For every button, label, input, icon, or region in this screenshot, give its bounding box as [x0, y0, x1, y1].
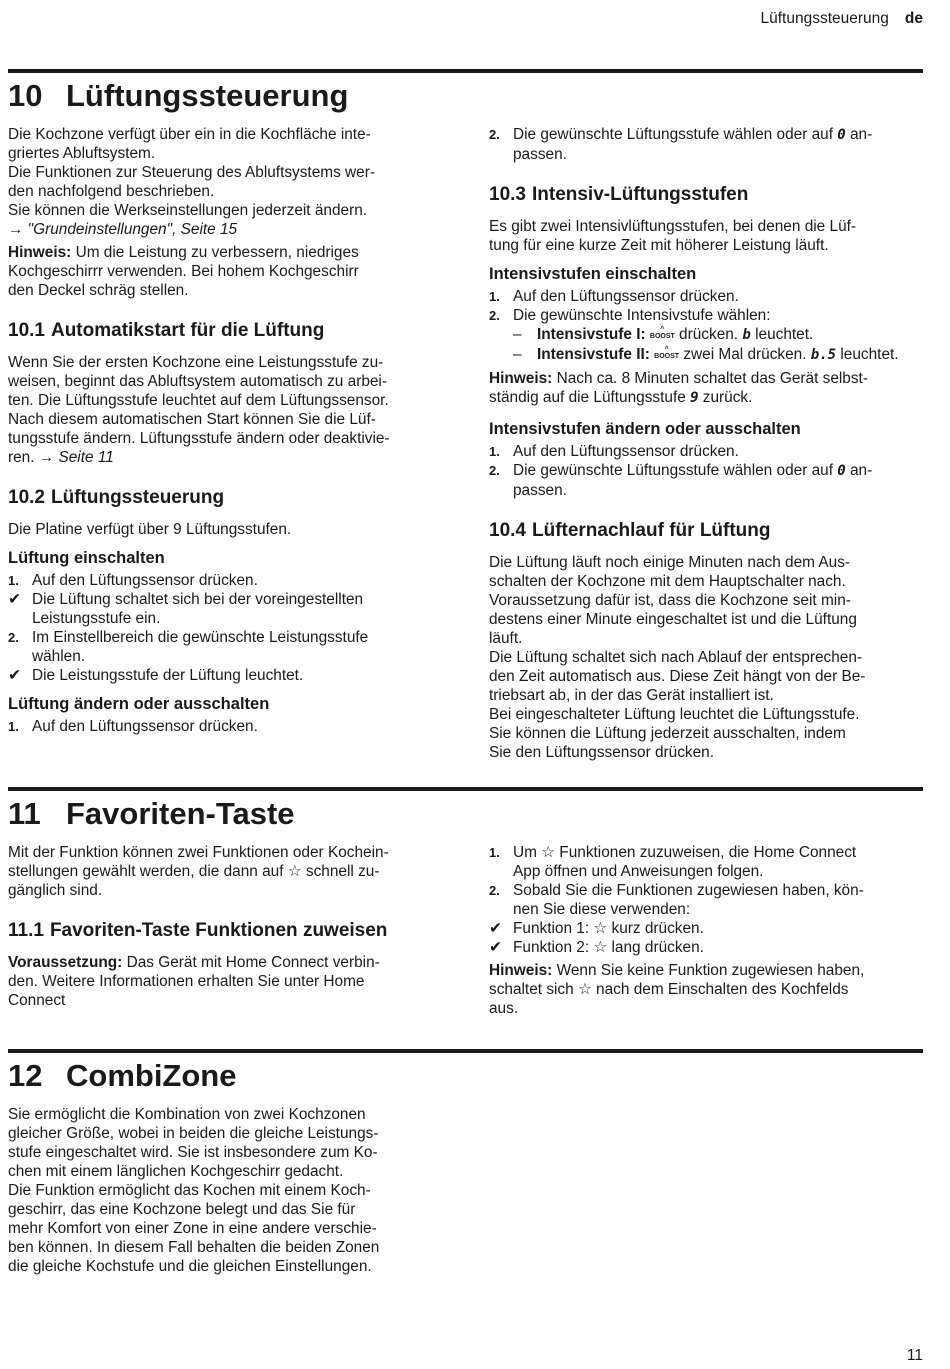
list-item: 1. Auf den Lüftungssensor drücken.: [489, 288, 739, 305]
section-10-right-column: 2. Die gewünschte Lüftungsstufe wählen oder auf 0 an- passen. 10.3 Intensiv-Lüftungsstufen Es gibt zwei Intensivlüftungsstufen, bei denen die Lüf- tung für eine kurze Zeit mit höherer Leistung läuft. Intensivstufen einschalten 1. Auf den Lüftungssensor drücken. 2. Die gewünschte Intensivstufe wählen: – Intensivstufe I: ^ BOOST drücken. b leuchtet. – Intensivstufe II: ^ BOOST zwei Mal drücken. b.5 leuchtet. Hinweis: Nach ca. 8 Minuten schaltet das Gerät selbst- ständig auf die Lüftungsstufe 9 zurück. Intensivstufen ändern oder ausschalten 1. Auf den Lüftungssensor drücken. 2. Die gewünschte Lüftungsstufe wählen oder auf 0 an- passen. 10.4 Lüfternachlauf für Lüftung Die Lüftung läuft noch einige Minuten nach dem Aus- schalten der Kochzone mit dem Hauptschalter nach. Voraussetzung dafür ist, dass die Kochzone seit min- destens einer Minute eingeschaltet ist und die Lüftung läuft. Die Lüftung schaltet sich nach Ablauf der entsprechen- den Zeit automatisch aus. Diese Zeit hängt von der Be- triebsart ab, in der das Gerät installiert ist. Bei eingeschalteter Lüftung leuchtet die Lüftungsstufe. Sie können die Lüftung jederzeit ausschalten, indem Sie den Lüftungssensor drücken.: [489, 125, 929, 762]
step-number: 1.: [8, 573, 19, 588]
heading-intensivstufen-aendern: Intensivstufen ändern oder ausschalten: [489, 420, 801, 438]
sub-list-item: – Intensivstufe I: ^ BOOST drücken. b leuchtet.: [513, 326, 814, 343]
step-number: 2.: [489, 127, 500, 142]
header-language: de: [904, 10, 923, 27]
list-item: ✔ Funktion 1: ☆ kurz drücken.: [489, 920, 704, 937]
display-b-icon: b: [742, 327, 751, 343]
star-icon: ☆: [593, 920, 608, 937]
list-item: 2. Sobald Sie die Funktionen zugewiesen haben, kön- nen Sie diese verwenden:: [489, 882, 864, 918]
running-header: [761, 10, 924, 28]
star-icon: ☆: [577, 981, 592, 998]
check-icon: ✔: [489, 920, 502, 937]
list-item: 2. Die gewünschte Intensivstufe wählen:: [489, 307, 771, 324]
step-number: 2.: [489, 883, 500, 898]
arrow-icon: →: [8, 221, 24, 238]
step-number: 1.: [489, 444, 500, 459]
hint-paragraph: Hinweis: Wenn Sie keine Funktion zugewiesen haben,: [489, 962, 865, 979]
list-item: ✔ Die Lüftung schaltet sich bei der voreingestellten Leistungsstufe ein.: [8, 591, 364, 627]
boost-icon: ^ BOOST: [654, 346, 680, 360]
section-10-left-column: Die Kochzone verfügt über ein in die Kochfläche inte- griertes Abluftsystem. Die Funktionen zur Steuerung des Abluftsystems wer- den nachfolgend beschrieben. Sie können die Werkseinstellungen jederzeit ändern. → "Grundeinstellungen", Seite 15 Hinweis: Um die Leistung zu verbessern, niedriges Kochgeschirrr verwenden. Bei hohem Kochgeschirr den Deckel schräg stellen. 10.1 Automatikstart für die Lüftung Wenn Sie der ersten Kochzone eine Leistungsstufe zu- weisen, beginnt das Abluftsystem automatisch zu arbei- ten. Die Lüftungsstufe leuchtet auf dem Lüftungssensor. Nach diesem automatischen Start können Sie die Lüf- tungsstufe ändern. Lüftungsstufe ändern oder deaktivie- ren. → Seite 11 10.2 Lüftungssteuerung Die Platine verfügt über 9 Lüftungsstufen. Lüftung einschalten 1. Auf den Lüftungssensor drücken. ✔ Die Lüftung schaltet sich bei der voreingestellten Leistungsstufe ein. 2. Im Einstellbereich die gewünschte Leistungsstufe wählen. ✔ Die Leistungsstufe der Lüftung leuchtet. Lüftung ändern oder ausschalten 1. Auf den Lüftungssensor drücken.: [8, 125, 448, 736]
header-section-title: Lüftungssteuerung: [760, 10, 889, 27]
star-icon: ☆: [287, 863, 302, 880]
list-item: 1. Auf den Lüftungssensor drücken.: [8, 718, 258, 735]
display-nine-icon: 9: [690, 390, 699, 406]
subsection-10-2-title: 10.2 Lüftungssteuerung: [8, 487, 225, 508]
subsection-11-1-title: 11.1 Favoriten-Taste Funktionen zuweisen: [8, 920, 388, 941]
list-item: 2. Die gewünschte Lüftungsstufe wählen oder auf 0 an- passen.: [489, 462, 873, 499]
subsection-10-1-title: 10.1 Automatikstart für die Lüftung: [8, 320, 325, 341]
star-icon: ☆: [593, 939, 608, 956]
hint-paragraph: Hinweis: Nach ca. 8 Minuten schaltet das Gerät selbst-: [489, 370, 868, 387]
check-icon: ✔: [8, 591, 21, 608]
intro-line: Die Kochzone verfügt über ein in die Kochfläche inte-: [8, 126, 371, 143]
requirement-label: Voraussetzung:: [8, 954, 123, 971]
list-item: ✔ Die Leistungsstufe der Lüftung leuchtet.: [8, 667, 304, 684]
list-item: 2. Im Einstellbereich die gewünschte Leistungsstufe wählen.: [8, 629, 369, 665]
section-11-left-column: Mit der Funktion können zwei Funktionen oder Kochein- stellungen gewählt werden, die dann auf ☆ schnell zu- gänglich sind. 11.1 Favoriten-Taste Funktionen zuweisen Voraussetzung: Das Gerät mit Home Connect verbin- den. Weitere Informationen erhalten Sie unter Home Connect: [8, 843, 448, 1010]
text-with-reference: ren. → Seite 11: [8, 449, 114, 466]
reference-link[interactable]: "Grundeinstellungen", Seite 15: [27, 221, 238, 238]
step-number: 1.: [489, 845, 500, 860]
heading-lueftung-aendern: Lüftung ändern oder ausschalten: [8, 695, 270, 713]
list-item: 1. Auf den Lüftungssensor drücken.: [489, 443, 739, 460]
step-number: 1.: [8, 719, 19, 734]
step-number: 2.: [8, 630, 19, 645]
hint-label: Hinweis:: [8, 244, 72, 261]
section-rule: [8, 69, 923, 73]
intro-line: den nachfolgend beschrieben.: [8, 183, 215, 200]
page-number: 11: [906, 1347, 923, 1364]
boost-icon: ^ BOOST: [649, 326, 675, 340]
section-10-title: 10 Lüftungssteuerung: [8, 78, 349, 113]
reference-link[interactable]: Seite 11: [58, 449, 114, 466]
display-zero-icon: 0: [837, 127, 846, 143]
heading-intensivstufen-einschalten: Intensivstufen einschalten: [489, 265, 697, 283]
step-number: 2.: [489, 308, 500, 323]
subsection-10-4-title: 10.4 Lüfternachlauf für Lüftung: [489, 520, 771, 541]
step-number: 1.: [489, 289, 500, 304]
subsection-10-3-title: 10.3 Intensiv-Lüftungsstufen: [489, 184, 749, 205]
check-icon: ✔: [8, 667, 21, 684]
intro-line: griertes Abluftsystem.: [8, 145, 156, 162]
section-11-right-column: 1. Um ☆ Funktionen zuzuweisen, die Home Connect App öffnen und Anweisungen folgen. 2. Sobald Sie die Funktionen zugewiesen haben, kön- nen Sie diese verwenden: ✔ Funktion 1: ☆ kurz drücken. ✔ Funktion 2: ☆ lang drücken. Hinweis: Wenn Sie keine Funktion zugewiesen haben, schaltet sich ☆ nach dem Einschalten des Kochfelds aus.: [489, 843, 929, 1018]
intro-line: Sie können die Werkseinstellungen jederzeit ändern.: [8, 202, 368, 219]
star-icon: ☆: [541, 844, 556, 861]
list-item: ✔ Funktion 2: ☆ lang drücken.: [489, 939, 704, 956]
list-item: 2. Die gewünschte Lüftungsstufe wählen oder auf 0 an- passen.: [489, 126, 873, 163]
heading-lueftung-einschalten: Lüftung einschalten: [8, 549, 165, 567]
arrow-icon: →: [38, 449, 55, 466]
section-11-title: 11 Favoriten-Taste: [8, 796, 295, 831]
section-12-left-column: Sie ermöglicht die Kombination von zwei Kochzonen gleicher Größe, wobei in beiden die gleiche Leistungs- stufe eingeschaltet wird. Sie ist insbesondere zum Ko- chen mit einem länglichen Kochgeschirr gedacht. Die Funktion ermöglicht das Kochen mit einem Koch- geschirr, das eine Kochzone belegt und das Sie für mehr Komfort von einer Zone in eine andere verschie- ben können. In diesem Fall behalten die beiden Zonen die gleiche Kochstufe und die gleichen Einstellungen.: [8, 1106, 380, 1275]
display-zero-icon: 0: [837, 463, 846, 479]
section-rule: [8, 1049, 923, 1053]
list-item: 1. Um ☆ Funktionen zuzuweisen, die Home Connect App öffnen und Anweisungen folgen.: [489, 844, 857, 880]
cross-reference[interactable]: [8, 220, 448, 239]
intro-line: Die Funktionen zur Steuerung des Abluftsystems wer-: [8, 164, 375, 181]
step-number: 2.: [489, 463, 500, 478]
hint-paragraph: Hinweis: Um die Leistung zu verbessern, niedriges: [8, 244, 359, 261]
sub-list-item: – Intensivstufe II: ^ BOOST zwei Mal drücken. b.5 leuchtet.: [513, 346, 899, 363]
check-icon: ✔: [489, 939, 502, 956]
display-b5-icon: b.5: [810, 347, 837, 363]
list-item: 1. Auf den Lüftungssensor drücken.: [8, 572, 258, 589]
section-12-title: 12 CombiZone: [8, 1058, 237, 1093]
section-rule: [8, 787, 923, 791]
